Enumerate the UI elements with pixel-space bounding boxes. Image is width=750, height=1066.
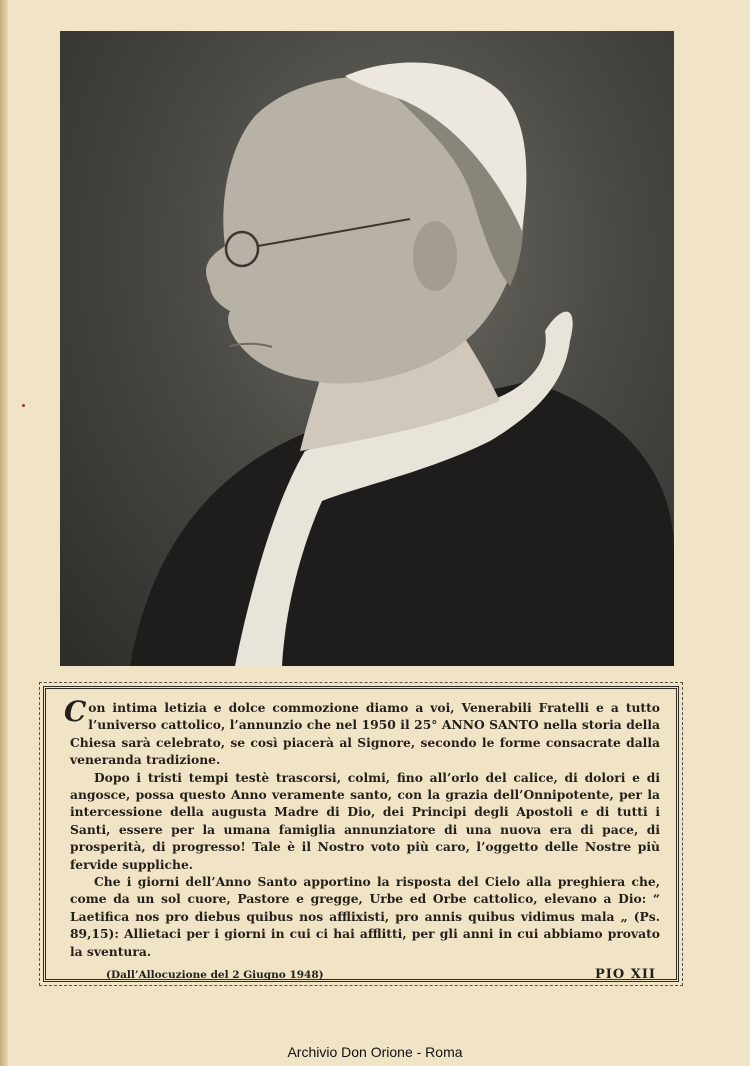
allocution-source: (Dall’Allocuzione del 2 Giugno 1948) bbox=[106, 969, 324, 982]
paper-speck bbox=[22, 404, 25, 407]
ear-shape bbox=[413, 221, 457, 291]
signature: PIO XII bbox=[595, 967, 656, 983]
allocution-caption-box bbox=[43, 686, 679, 982]
portrait-photo bbox=[60, 31, 674, 666]
caption-footer bbox=[70, 966, 660, 984]
caption-paragraph-1 bbox=[64, 695, 660, 769]
page-edge bbox=[0, 0, 8, 1066]
caption-paragraph-2: Dopo i tristi tempi testè trascorsi, colmi, fino all’orlo del calice, di dolori e di angosce, possa questo Anno veramente santo, con la grazia dell’Onnipotente, per la intercessione della augusta Madre di Dio, dei Principi degli Apostoli e di tutti i Santi, essere per la umana famiglia annunziatore di una nuova era di pace, di prosperità, di progresso! Tale è il Nostro voto più caro, l’oggetto delle Nostre più fervide suppliche. bbox=[70, 769, 660, 872]
dropcap-letter: C bbox=[64, 695, 87, 728]
caption-paragraph-1-text: on intima letizia e dolce commozione diamo a voi, Venerabili Fratelli e a tutto l’universo cattolico, l’annunzio che nel 1950 il 25° ANNO SANTO nella storia della Chiesa sarà celebrato, se così piacerà al Signore, secondo le forme consacrate dalla veneranda tradizione. bbox=[70, 700, 660, 768]
archive-credit: Archivio Don Orione - Roma bbox=[287, 1044, 463, 1060]
portrait-illustration bbox=[60, 31, 674, 666]
caption-paragraph-3: Che i giorni dell’Anno Santo apportino la risposta del Cielo alla preghiera che, come da un sol cuore, Pastore e gregge, Urbe ed Orbe cattolico, elevano a Dio: “ Laetifica nos pro diebus quibus nos afflixisti, pro annis quibus vidimus mala „ (Ps. 89,15): Allietaci per i giorni in cui ci hai afflitti, per gli anni in cui abbiamo provato la sventura. bbox=[70, 874, 660, 959]
